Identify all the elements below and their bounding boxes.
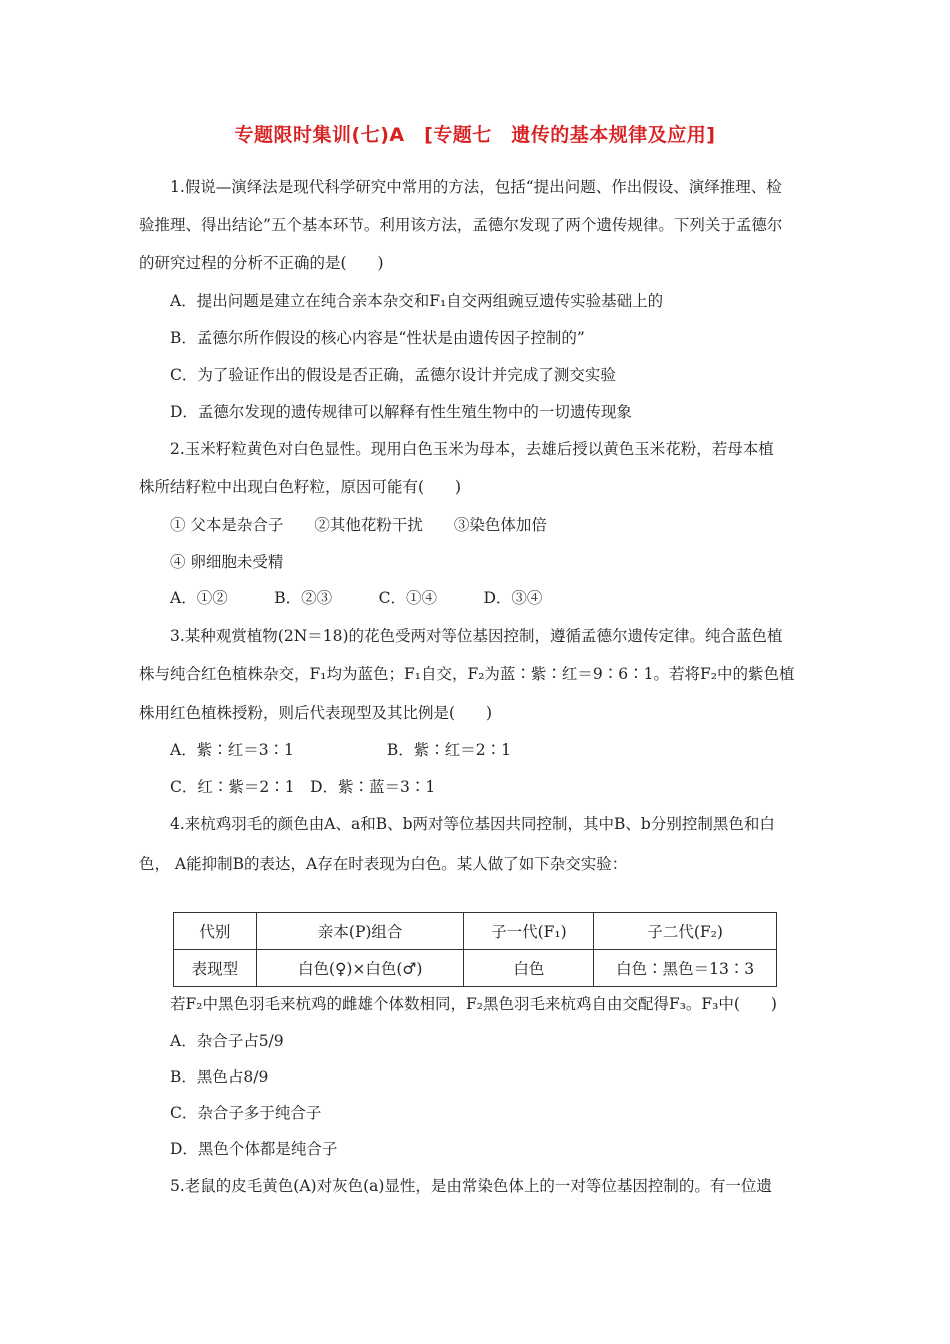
table-cell: 白色 xyxy=(464,950,594,987)
q3-stem-line2: 株与纯合红色植株杂交，F₁均为蓝色；F₁自交，F₂为蓝∶紫∶红＝9∶6∶1。若将F₂中的紫色植 xyxy=(139,665,795,683)
q2-options: A．①② B．②③ C．①④ D．③④ xyxy=(170,589,543,607)
q2-items-line2: ④ 卵细胞未受精 xyxy=(170,553,284,571)
q3-options-ab: A．紫∶红＝3∶1 B．紫∶红＝2∶1 xyxy=(170,741,512,759)
table-row xyxy=(174,950,777,987)
q1-option-a: A．提出问题是建立在纯合亲本杂交和F₁自交两组豌豆遗传实验基础上的 xyxy=(170,292,664,310)
q2-stem-line1: 2.玉米籽粒黄色对白色显性。现用白色玉米为母本，去雄后授以黄色玉米花粉，若母本植 xyxy=(170,440,774,458)
table-header-cell: 亲本(P)组合 xyxy=(256,913,464,950)
q4-option-c: C．杂合子多于纯合子 xyxy=(170,1104,322,1122)
q1-option-d: D．孟德尔发现的遗传规律可以解释有性生殖生物中的一切遗传现象 xyxy=(170,403,632,421)
table-header-cell: 子二代(F₂) xyxy=(594,913,777,950)
q4-option-a: A．杂合子占5/9 xyxy=(170,1032,284,1050)
q3-stem-line3: 株用红色植株授粉，则后代表现型及其比例是( ) xyxy=(139,704,493,722)
q4-option-d: D．黑色个体都是纯合子 xyxy=(170,1140,338,1158)
q3-stem-line1: 3.某种观赏植物(2N＝18)的花色受两对等位基因控制，遵循孟德尔遗传定律。纯合蓝色植 xyxy=(170,627,783,645)
q1-stem-line2: 验推理、得出结论”五个基本环节。利用该方法，孟德尔发现了两个遗传规律。下列关于孟德尔 xyxy=(139,216,783,234)
q5-stem-line1: 5.老鼠的皮毛黄色(A)对灰色(a)显性，是由常染色体上的一对等位基因控制的。有一位遗 xyxy=(170,1177,772,1195)
table-row xyxy=(174,913,777,950)
q4-stem-line2: 色， A能抑制B的表达，A存在时表现为白色。某人做了如下杂交实验： xyxy=(139,855,628,873)
table-header-cell: 代别 xyxy=(174,913,257,950)
q1-stem-line3: 的研究过程的分析不正确的是( ) xyxy=(139,254,384,272)
q2-stem-line2: 株所结籽粒中出现白色籽粒，原因可能有( ) xyxy=(139,478,462,496)
table-header-cell: 子一代(F₁) xyxy=(464,913,594,950)
q4-stem-line1: 4.来杭鸡羽毛的颜色由A、a和B、b两对等位基因共同控制，其中B、b分别控制黑色和白 xyxy=(170,815,775,833)
cross-experiment-table xyxy=(173,912,777,987)
table-cell: 白色∶黑色＝13∶3 xyxy=(594,950,777,987)
table-cell: 表现型 xyxy=(174,950,257,987)
table-cell: 白色(♀)×白色(♂) xyxy=(256,950,464,987)
q4-stem-line3: 若F₂中黑色羽毛来杭鸡的雌雄个体数相同，F₂黑色羽毛来杭鸡自由交配得F₃。F₃中( ) xyxy=(170,995,777,1013)
q1-stem-line1: 1.假说—演绎法是现代科学研究中常用的方法，包括“提出问题、作出假设、演绎推理、检 xyxy=(170,178,782,196)
q1-option-b: B．孟德尔所作假设的核心内容是“性状是由遗传因子控制的” xyxy=(170,329,585,347)
q2-items-line1: ① 父本是杂合子 ②其他花粉干扰 ③染色体加倍 xyxy=(170,516,547,534)
page-title: 专题限时集训(七)A [专题七 遗传的基本规律及应用] xyxy=(234,124,716,146)
q1-option-c: C．为了验证作出的假设是否正确，孟德尔设计并完成了测交实验 xyxy=(170,366,616,384)
q3-options-cd: C．红∶紫＝2∶1 D．紫∶蓝＝3∶1 xyxy=(170,778,436,796)
q4-option-b: B．黑色占8/9 xyxy=(170,1068,269,1086)
